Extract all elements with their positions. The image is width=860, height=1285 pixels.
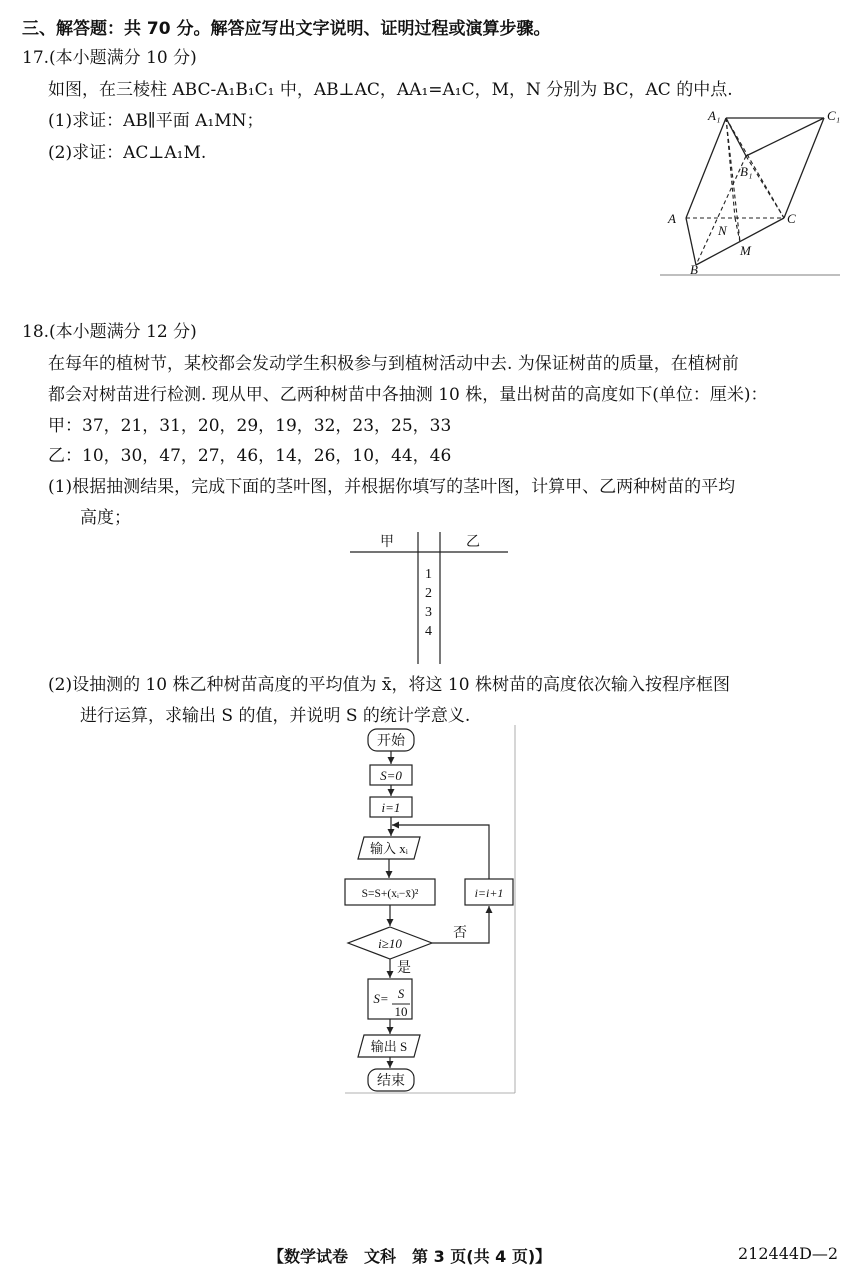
score-note: (本小题满分 12 分)	[49, 322, 197, 342]
question-18-header	[22, 318, 197, 346]
question-17-header	[22, 44, 197, 72]
stem-value: 1	[425, 567, 432, 582]
stem-leaf-left-header: 甲	[380, 535, 394, 550]
question-18-intro-line2: 都会对树苗进行检测. 现从甲、乙两种树苗中各抽测 10 株，量出树苗的高度如下(单位：厘米)：	[48, 385, 768, 405]
label-b1: B₁	[740, 164, 753, 179]
stem-value: 3	[425, 605, 432, 620]
score-note: (本小题满分 10 分)	[49, 48, 197, 68]
question-17-part2: (2)求证：AC⊥A₁M.	[48, 143, 207, 163]
flow-init-s-label: S=0	[380, 768, 402, 783]
data-jia: 甲：37，21，31，20，29，19，32，23，25，33	[48, 416, 452, 436]
prism-figure	[660, 100, 845, 280]
flow-no-label: 否	[453, 926, 467, 941]
label-m: M	[740, 243, 751, 258]
label-a: A	[668, 211, 676, 226]
footer-code: 212444D—2	[738, 1244, 839, 1263]
stem-value: 4	[425, 624, 432, 639]
stem-leaf-table	[350, 532, 510, 664]
question-17-part1: (1)求证：AB∥平面 A₁MN；	[48, 111, 264, 131]
flow-increment-label: i=i+1	[474, 886, 504, 900]
question-17-stem: 如图，在三棱柱 ABC-A₁B₁C₁ 中，AB⊥AC，AA₁=A₁C，M，N 分别为 BC，AC 的中点.	[48, 80, 733, 100]
question-18-part1-line1: (1)根据抽测结果，完成下面的茎叶图，并根据你填写的茎叶图，计算甲、乙两种树苗的平均	[48, 477, 736, 497]
flowchart	[340, 725, 520, 1095]
flow-init-i-label: i=1	[381, 800, 401, 815]
section-heading: 三、解答题：共 70 分。解答应写出文字说明、证明过程或演算步骤。	[22, 19, 551, 39]
flow-yes-label: 是	[397, 961, 411, 976]
footer-title: 【数学试卷 文科 第 3 页(共 4 页)】	[268, 1247, 552, 1266]
stem-value: 2	[425, 586, 432, 601]
label-b: B	[690, 262, 698, 277]
flow-end-label: 结束	[377, 1074, 405, 1089]
flow-update-label: S=S+(xᵢ−x̄)²	[361, 888, 419, 900]
question-18-intro-line1: 在每年的植树节，某校都会发动学生积极参与到植树活动中去. 为保证树苗的质量，在植树前	[48, 354, 739, 374]
label-a1: A₁	[708, 108, 721, 123]
flow-divide-denominator: 10	[394, 1004, 408, 1019]
question-18-part2-line2: 进行运算，求输出 S 的值，并说明 S 的统计学意义.	[80, 706, 471, 726]
label-n: N	[718, 223, 727, 238]
flow-condition-label: i≥10	[378, 936, 402, 951]
flow-start-label: 开始	[377, 734, 405, 749]
question-18-part1-line2: 高度；	[80, 508, 131, 528]
flow-divide-numerator: S	[397, 986, 405, 1001]
label-c: C	[787, 211, 796, 226]
label-c1: C₁	[827, 108, 841, 123]
data-yi: 乙：10，30，47，27，46，14，26，10，44，46	[48, 446, 452, 466]
flow-input-label: 输入 xᵢ	[370, 841, 408, 856]
stem-leaf-right-header: 乙	[466, 535, 480, 550]
flow-output-label: 输出 S	[370, 1039, 408, 1054]
flow-divide-lhs: S=	[373, 991, 389, 1006]
question-number: 18.	[22, 322, 50, 342]
question-18-part2-line1: (2)设抽测的 10 株乙种树苗高度的平均值为 x̄，将这 10 株树苗的高度依次输入按程序框图	[48, 675, 730, 695]
question-number: 17.	[22, 48, 50, 68]
